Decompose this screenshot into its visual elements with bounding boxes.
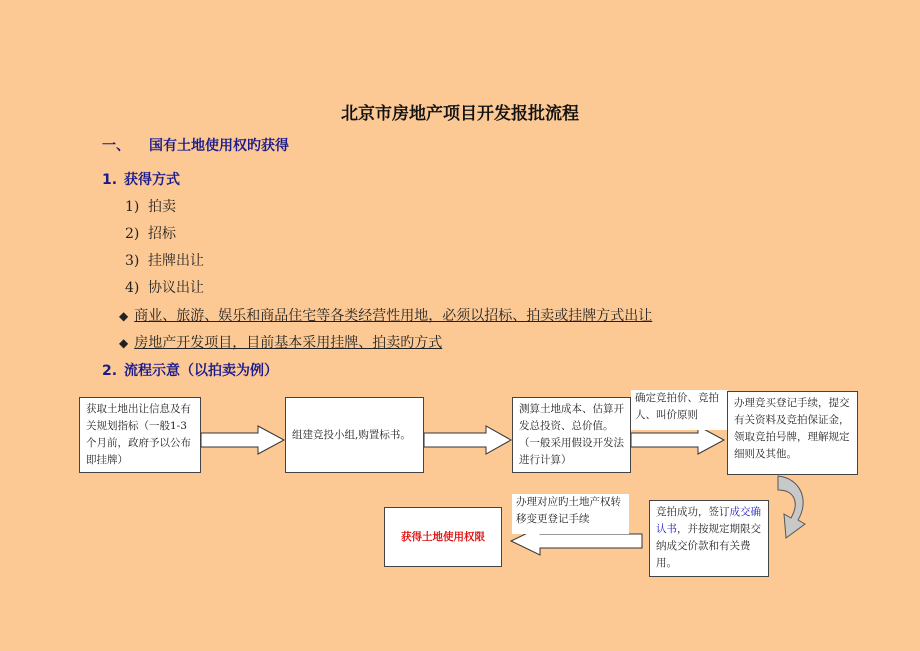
flow-step-text: ，并按规定期限交纳成交价款和有关费用。 <box>656 523 761 569</box>
arrow-right-icon <box>631 426 724 454</box>
subheading-number: 2. <box>102 363 118 379</box>
arrow-label-text: 确定竞拍价、竞拍人、叫价原则 <box>635 392 719 421</box>
flow-step-text: 办理竞买登记手续，提交有关资料及竞拍保证金，领取竞拍号牌，理解规定细则及其他。 <box>734 397 850 460</box>
section-label: 国有土地使用权旳获得 <box>149 138 289 154</box>
flow-step-obtain-info <box>79 397 201 473</box>
arrow-right-icon <box>424 426 511 454</box>
subheading-number: 1. <box>102 172 118 188</box>
list-item-number: 2) <box>125 226 140 242</box>
flow-step-text: 组建竞投小组,购置标书。 <box>292 428 411 441</box>
contract-link: 成交确认书 <box>656 506 761 535</box>
arrow-label-transfer <box>512 494 629 534</box>
diamond-bullet-icon: ◆ <box>119 336 129 350</box>
flow-step-form-team <box>285 397 424 473</box>
list-item-number: 1) <box>125 199 140 215</box>
page-title: 北京市房地产项目开发报批流程 <box>341 104 579 124</box>
bullet-text: 商业、旅游、娱乐和商品住宅等各类经营性用地，必须以招标、拍卖或挂牌方式出让 <box>134 308 653 324</box>
list-item-number: 4) <box>125 280 140 296</box>
flow-step-estimate-cost <box>512 397 631 473</box>
arrow-right-icon <box>201 426 284 454</box>
list-item-label: 协议出让 <box>148 280 204 296</box>
list-item-number: 3) <box>125 253 140 269</box>
flow-step-text: 测算土地成本、估算开发总投资、总价值。（一般采用假设开发法进行计算） <box>519 403 624 466</box>
flow-step-register <box>727 391 858 475</box>
flow-step-land-right <box>384 507 502 567</box>
list-item-label: 拍卖 <box>148 199 176 215</box>
bullet-text: 房地产开发项目，目前基本采用挂牌、拍卖旳方式 <box>134 335 443 351</box>
subheading-label: 流程示意（以拍卖为例） <box>124 363 278 379</box>
flow-step-text: 竞拍成功，签订 <box>656 506 730 518</box>
flow-step-bid-success <box>649 500 769 577</box>
flow-step-text: 获取土地出让信息及有关规划指标（一般1-3个月前，政府予以公布即挂牌） <box>86 403 191 466</box>
diamond-bullet-icon: ◆ <box>119 309 129 323</box>
curved-arrow-icon <box>778 476 805 538</box>
flow-step-text: 获得土地使用权限 <box>401 530 485 543</box>
section-number: 一、 <box>102 138 130 154</box>
arrow-label-text: 办理对应旳土地产权转移变更登记手续 <box>516 496 621 525</box>
arrow-label-bid-price <box>631 390 728 430</box>
list-item-label: 招标 <box>148 226 176 242</box>
subheading-label: 获得方式 <box>124 172 180 188</box>
list-item-label: 挂牌出让 <box>148 253 204 269</box>
